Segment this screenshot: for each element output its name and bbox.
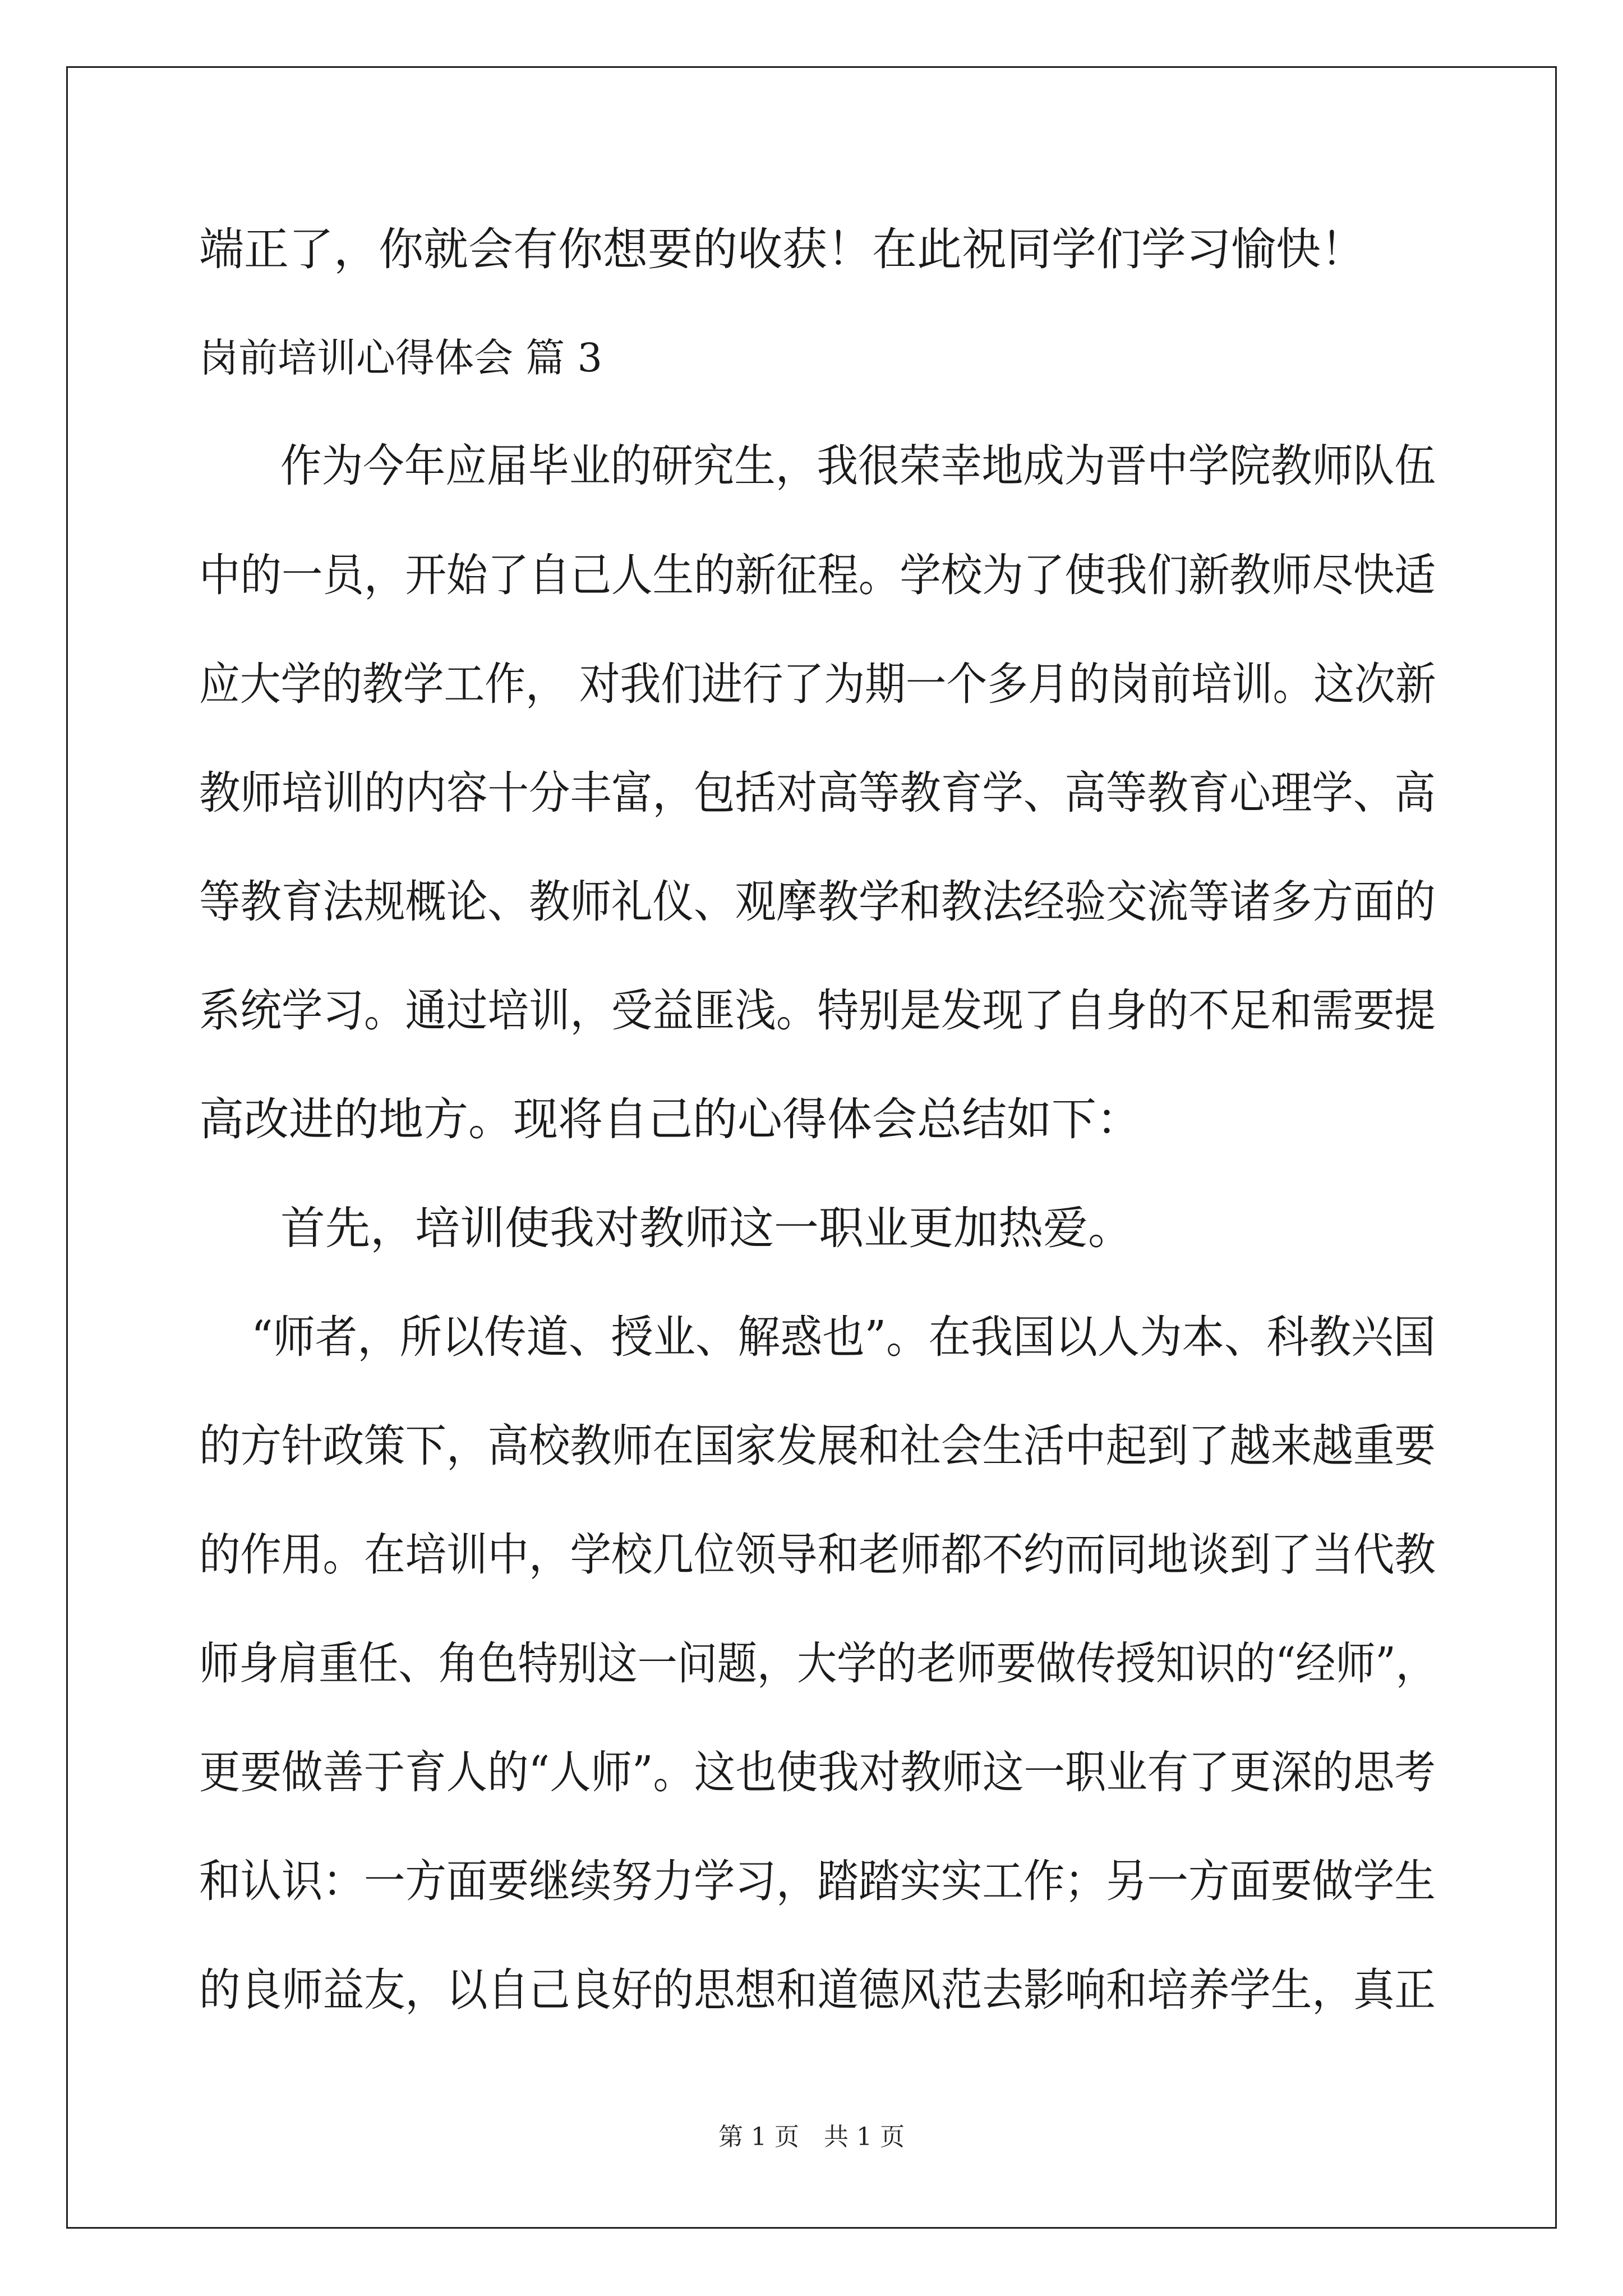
text-line: 高改进的地方。现将自己的心得体会总结如下： [199, 1093, 1141, 1145]
text-line: 教师培训的内容十分丰富，包括对高等教育学、高等教育心理学、高 [199, 767, 1436, 819]
text-line: “师者，所以传道、授业、解惑也”。在我国以人为本、科教兴国 [251, 1311, 1436, 1363]
text-line: 更要做善于育人的“人师”。这也使我对教师这一职业有了更深的思考 [199, 1746, 1436, 1798]
text-line: 系统学习。通过培训，受益匪浅。特别是发现了自身的不足和需要提 [199, 984, 1436, 1037]
text-line: 等教育法规概论、教师礼仪、观摩教学和教法经验交流等诸多方面的 [199, 876, 1436, 928]
text-line: 的作用。在培训中，学校几位领导和老师都不约而同地谈到了当代教 [199, 1529, 1436, 1581]
text-line: 的良师益友，以自己良好的思想和道德风范去影响和培养学生，真正 [199, 1964, 1436, 2016]
text-line: 端正了，你就会有你想要的收获！在此祝同学们学习愉快！ [199, 223, 1366, 275]
text-line: 首先，培训使我对教师这一职业更加热爱。 [280, 1202, 1133, 1254]
section-heading: 岗前培训心得体会 篇 3 [199, 335, 603, 381]
text-line: 和认识：一方面要继续努力学习，踏踏实实工作；另一方面要做学生 [199, 1855, 1436, 1907]
text-line: 中的一员，开始了自己人生的新征程。学校为了使我们新教师尽快适 [199, 549, 1436, 601]
text-line: 师身肩重任、角色特别这一问题，大学的老师要做传授知识的“经师”， [199, 1637, 1436, 1690]
text-line: 应大学的教学工作， 对我们进行了为期一个多月的岗前培训。这次新 [199, 658, 1436, 710]
page-footer: 第 1 页 共 1 页 [718, 2123, 905, 2151]
text-line: 的方针政策下，高校教师在国家发展和社会生活中起到了越来越重要 [199, 1420, 1436, 1472]
text-line: 作为今年应届毕业的研究生，我很荣幸地成为晋中学院教师队伍 [280, 440, 1436, 492]
